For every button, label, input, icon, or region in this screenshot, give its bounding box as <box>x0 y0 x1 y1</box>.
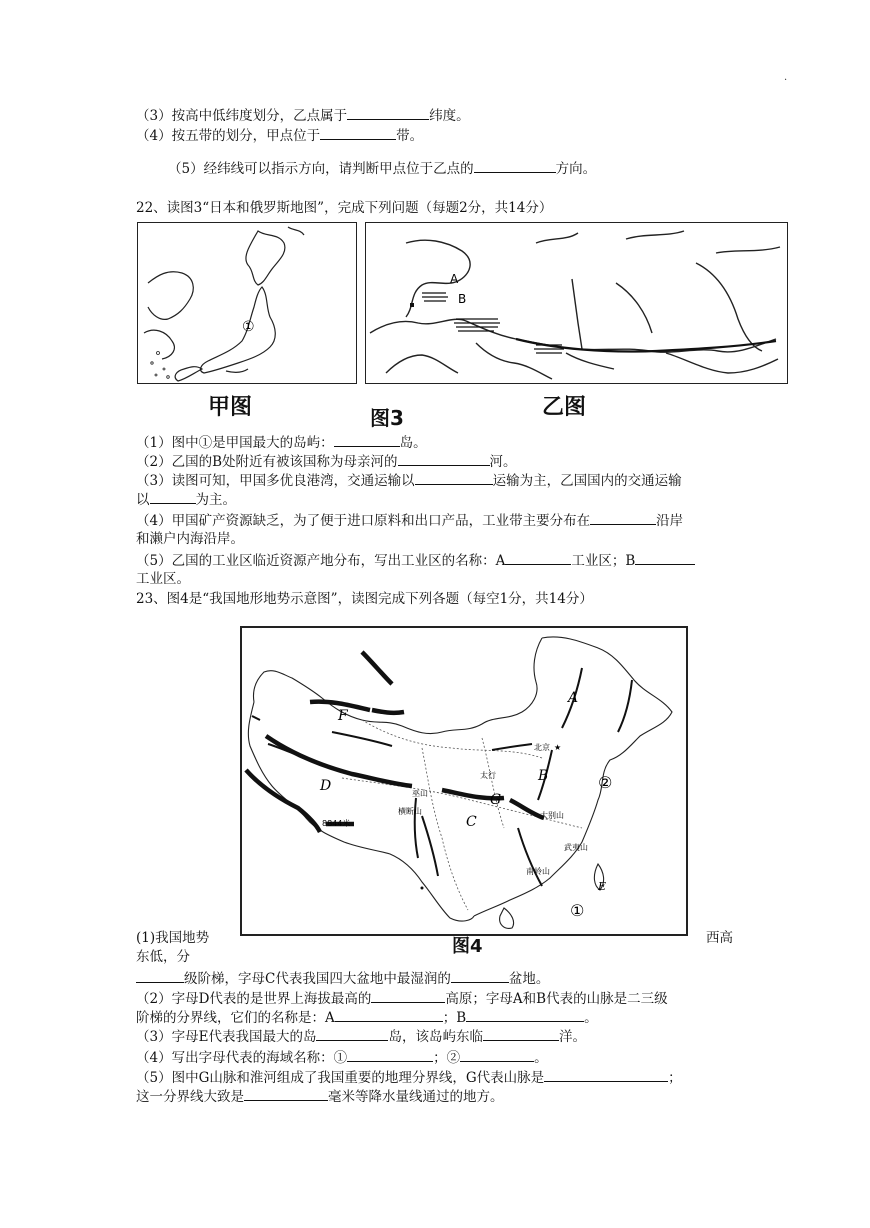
blank[interactable] <box>150 490 196 504</box>
q22-part4: （4）甲国矿产资源缺乏，为了便于进口原料和出口产品，工业带主要分布在 沿岸 <box>136 513 684 529</box>
blank[interactable] <box>505 551 571 565</box>
label-c: C <box>466 814 477 830</box>
q23-part1-cont: 东低，分 <box>136 949 190 965</box>
blank[interactable] <box>347 106 429 120</box>
q21-part3: （3）按高中低纬度划分，乙点属于 纬度。 <box>136 108 470 124</box>
q22-part5-cont: 工业区。 <box>136 571 190 587</box>
blank[interactable] <box>334 433 400 447</box>
q22-part1: （1）图中①是甲国最大的岛屿： 岛。 <box>136 435 427 451</box>
q23-part1-end: 西高 <box>706 930 733 946</box>
q23-part1-line2: 级阶梯，字母C代表我国四大盆地中最湿润的 盆地。 <box>136 969 549 988</box>
label-d: D <box>320 778 332 794</box>
blank[interactable] <box>590 511 656 525</box>
q23-part2-cont: 阶梯的分界线，它们的名称是：A ；B 。 <box>136 1010 598 1026</box>
label-circle-1: ① <box>570 901 585 920</box>
japan-outline-drawing <box>138 223 356 383</box>
blank[interactable] <box>474 159 556 173</box>
china-terrain-map <box>240 626 688 936</box>
blank[interactable] <box>347 1048 433 1062</box>
label-a: A <box>568 690 579 706</box>
blank[interactable] <box>316 1027 388 1041</box>
q22-part3-cont: 以 为主。 <box>136 492 236 508</box>
q21-part5: （5）经纬线可以指示方向，请判断甲点位于乙点的 方向。 <box>168 161 597 177</box>
blank[interactable] <box>320 126 396 140</box>
russia-map <box>365 222 788 384</box>
q23-part2: （2）字母D代表的是世界上海拔最高的 高原；字母A和B代表的山脉是二三级 <box>136 991 668 1007</box>
figure-caption-3: 图3 <box>370 406 404 430</box>
label-wuyi: 武夷山 <box>564 843 588 852</box>
figure-caption-4: 图4 <box>452 936 483 957</box>
blank[interactable] <box>244 1087 328 1101</box>
page-dot: . <box>784 72 788 83</box>
label-circle-2: ② <box>598 773 613 792</box>
q23-part3: （3）字母E代表我国最大的岛 岛，该岛屿东临 洋。 <box>136 1029 586 1045</box>
label-g: G <box>490 792 502 808</box>
q22-heading: 22、读图3“日本和俄罗斯地图”，完成下列问题（每题2分，共14分） <box>136 200 553 216</box>
label-beijing: 北京 <box>534 743 550 752</box>
label-wushan: 巫山 <box>412 789 428 798</box>
q22-part2: （2）乙国的B处附近有被该国称为母亲河的 河。 <box>136 454 517 470</box>
blank[interactable] <box>466 1008 584 1022</box>
label-f: F <box>338 708 348 724</box>
blank[interactable] <box>451 969 509 983</box>
label-nanling: 南岭山 <box>526 867 550 876</box>
label-dabie: 大别山 <box>540 811 564 820</box>
q22-part5: （5）乙国的工业区临近资源产地分布，写出工业区的名称：A 工业区；B <box>136 551 695 570</box>
blank[interactable] <box>136 969 184 983</box>
label-e: E <box>598 880 607 893</box>
blank[interactable] <box>544 1068 668 1082</box>
label-taihang: 太行 <box>480 771 496 780</box>
map-caption-left: 甲图 <box>208 395 253 420</box>
blank[interactable] <box>398 452 490 466</box>
blank[interactable] <box>460 1048 534 1062</box>
q23-heading: 23、图4是“我国地形地势示意图”，读图完成下列各题（每空1分，共14分） <box>136 591 593 607</box>
label-hengduan: 横断山 <box>398 807 422 816</box>
blank[interactable] <box>483 1027 559 1041</box>
q23-part4: （4）写出字母代表的海域名称：① ；② 。 <box>136 1050 548 1066</box>
blank[interactable] <box>335 1008 443 1022</box>
china-outline-drawing <box>242 628 686 934</box>
map-label-b: B <box>458 292 467 306</box>
q22-part4-cont: 和濑户内海沿岸。 <box>136 531 244 547</box>
label-b: B <box>538 768 549 784</box>
label-everest: 8844米 <box>322 819 351 828</box>
map-label-a: A <box>450 272 459 286</box>
beijing-star-icon: ★ <box>554 743 562 752</box>
map-caption-right: 乙图 <box>542 395 587 420</box>
q22-part3: （3）读图可知，甲国多优良港湾，交通运输以 运输为主，乙国国内的交通运输 <box>136 473 682 489</box>
q23-part5-cont: 这一分界线大致是 毫米等降水量线通过的地方。 <box>136 1089 504 1105</box>
map-label-1: ① <box>242 319 255 335</box>
russia-outline-drawing <box>366 223 787 383</box>
q23-part5: （5）图中G山脉和淮河组成了我国重要的地理分界线，G代表山脉是 ； <box>136 1070 682 1086</box>
q23-part1-start: (1)我国地势 <box>136 930 210 946</box>
japan-map <box>137 222 357 384</box>
blank[interactable] <box>635 551 695 565</box>
blank[interactable] <box>415 471 493 485</box>
q21-part4: （4）按五带的划分，甲点位于 带。 <box>136 128 424 144</box>
blank[interactable] <box>371 989 445 1003</box>
